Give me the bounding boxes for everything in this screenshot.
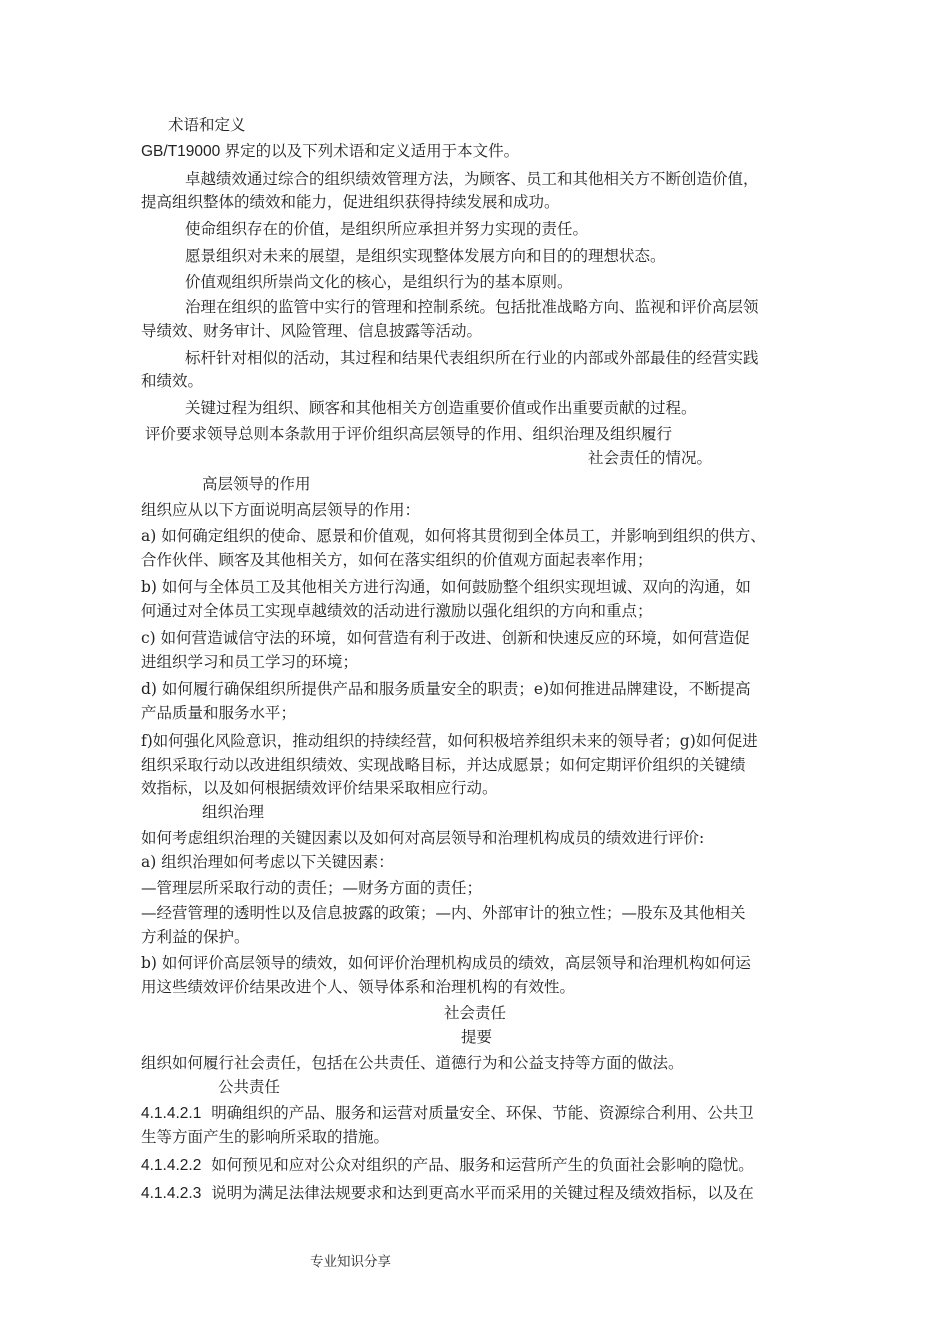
governance-item-a: a) 组织治理如何考虑以下关键因素：	[141, 853, 394, 871]
definition-excellence-cont: 提高组织整体的绩效和能力，促进组织获得持续发展和成功。	[141, 193, 560, 211]
leadership-item-c: c) 如何营造诚信守法的环境，如何营造有利于改进、创新和快速反应的环境，如何营造促	[141, 629, 750, 647]
governance-item-b-cont: 用这些绩效评价结果改进个人、领导体系和治理机构的有效性。	[141, 978, 576, 996]
governance-dash-2-cont: 方利益的保护。	[141, 928, 250, 946]
social-heading: 社会责任	[444, 1004, 507, 1022]
definition-key-process: 关键过程为组织、顾客和其他相关方创造重要价值或作出重要贡献的过程。	[185, 399, 697, 417]
leadership-item-b: b) 如何与全体员工及其他相关方进行沟通，如何鼓励整个组织实现坦诚、双向的沟通，如	[141, 578, 751, 596]
clause-text: 说明为满足法律法规要求和达到更高水平而采用的关键过程及绩效指标，以及在	[211, 1184, 754, 1202]
clause-4-1-4-2-1	[141, 1103, 754, 1124]
clause-number: 4.1.4.2.2	[141, 1157, 202, 1174]
definition-governance-cont: 导绩效、财务审计、风险管理、信息披露等活动。	[141, 322, 483, 340]
leadership-item-a-cont: 合作伙伴、顾客及其他相关方，如何在落实组织的价值观方面起表率作用；	[141, 551, 653, 569]
clause-text: 如何预见和应对公众对组织的产品、服务和运营所产生的负面社会影响的隐忧。	[211, 1156, 754, 1174]
leadership-role-heading: 高层领导的作用	[202, 475, 311, 493]
clause-number: 4.1.4.2.3	[141, 1185, 202, 1202]
intro-text: GB/T19000 界定的以及下列术语和定义适用于本文件。	[141, 143, 520, 160]
leadership-role-intro: 组织应从以下方面说明高层领导的作用：	[141, 501, 421, 519]
clause-4-1-4-2-2	[141, 1155, 754, 1176]
leadership-item-a: a) 如何确定组织的使命、愿景和价值观，如何将其贯彻到全体员工，并影响到组织的供方、	[141, 527, 766, 545]
leadership-general-cont: 社会责任的情况。	[588, 449, 713, 467]
leadership-item-f: f)如何强化风险意识，推动组织的持续经营，如何积极培养组织未来的领导者；g)如何促进	[141, 732, 758, 750]
definition-vision: 愿景组织对未来的展望，是组织实现整体发展方向和目的的理想状态。	[185, 247, 666, 265]
leadership-item-d-cont: 产品质量和服务水平；	[141, 704, 297, 722]
leadership-general: 评价要求领导总则本条款用于评价组织高层领导的作用、组织治理及组织履行	[145, 425, 673, 443]
leadership-item-f-cont: 组织采取行动以改进组织绩效、实现战略目标，并达成愿景；如何定期评价组织的关键绩	[141, 756, 746, 774]
clause-4-1-4-2-3	[141, 1183, 754, 1204]
public-responsibility-heading: 公共责任	[218, 1078, 281, 1096]
page-footer: 专业知识分享	[310, 1254, 391, 1270]
definition-values: 价值观组织所崇尚文化的核心，是组织行为的基本原则。	[185, 273, 573, 291]
social-summary: 组织如何履行社会责任，包括在公共责任、道德行为和公益支持等方面的做法。	[141, 1054, 684, 1072]
definition-benchmark-cont: 和绩效。	[141, 372, 204, 390]
clause-number: 4.1.4.2.1	[141, 1105, 202, 1122]
governance-intro: 如何考虑组织治理的关键因素以及如何对高层领导和治理机构成员的绩效进行评价:	[141, 829, 705, 847]
definition-excellence: 卓越绩效通过综合的组织绩效管理方法，为顾客、员工和其他相关方不断创造价值，	[185, 170, 759, 188]
governance-dash-2: —经营管理的透明性以及信息披露的政策；—内、外部审计的独立性；—股东及其他相关	[141, 904, 746, 922]
leadership-item-f-cont2: 效指标，以及如何根据绩效评价结果采取相应行动。	[141, 779, 498, 797]
leadership-item-b-cont: 何通过对全体员工实现卓越绩效的活动进行激励以强化组织的方向和重点；	[141, 602, 653, 620]
definition-mission: 使命组织存在的价值，是组织所应承担并努力实现的责任。	[185, 220, 589, 238]
governance-dash-1: —管理层所采取行动的责任；—财务方面的责任；	[141, 879, 483, 897]
governance-heading: 组织治理	[202, 803, 265, 821]
leadership-item-d: d) 如何履行确保组织所提供产品和服务质量安全的职责；e)如何推进品牌建设，不断提高	[141, 680, 751, 698]
definition-benchmark: 标杆针对相似的活动，其过程和结果代表组织所在行业的内部或外部最佳的经营实践	[185, 349, 759, 367]
social-summary-heading: 提要	[461, 1028, 493, 1046]
leadership-item-c-cont: 进组织学习和员工学习的环境；	[141, 653, 359, 671]
section-heading: 术语和定义	[168, 116, 246, 134]
clause-4-1-4-2-1-cont: 生等方面产生的影响所采取的措施。	[141, 1128, 390, 1146]
definition-governance: 治理在组织的监管中实行的管理和控制系统。包括批准战略方向、监视和评价高层领	[185, 298, 759, 316]
clause-text: 明确组织的产品、服务和运营对质量安全、环保、节能、资源综合利用、公共卫	[211, 1104, 754, 1122]
governance-item-b: b) 如何评价高层领导的绩效，如何评价治理机构成员的绩效，高层领导和治理机构如何运	[141, 954, 751, 972]
